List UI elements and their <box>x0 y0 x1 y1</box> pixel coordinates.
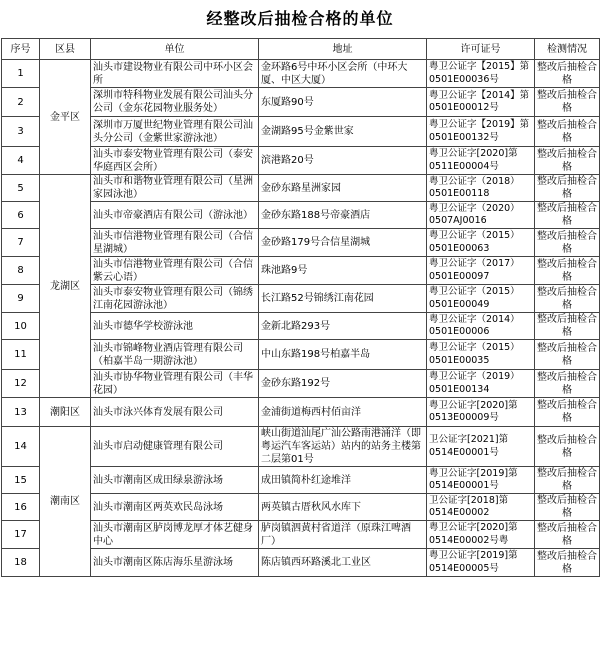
table-header-row <box>2 39 600 60</box>
unit-cell: 汕头市德华学校游泳池 <box>91 313 259 340</box>
row-number: 6 <box>2 202 40 229</box>
row-number: 18 <box>2 549 40 577</box>
unit-cell: 汕头市潮南区两英欢民岛泳场 <box>91 494 259 521</box>
row-number: 11 <box>2 340 40 370</box>
status-cell: 整改后抽检合格 <box>535 202 600 229</box>
table-row <box>2 257 600 285</box>
status-cell: 整改后抽检合格 <box>535 60 600 88</box>
row-number: 16 <box>2 494 40 521</box>
row-number: 1 <box>2 60 40 88</box>
address-cell: 金湖路95号金紫世家 <box>259 117 427 147</box>
table-row <box>2 60 600 88</box>
row-number: 3 <box>2 117 40 147</box>
status-cell: 整改后抽检合格 <box>535 340 600 370</box>
table-row <box>2 370 600 398</box>
table-row <box>2 398 600 427</box>
page-title: 经整改后抽检合格的单位 <box>206 9 394 28</box>
row-number: 10 <box>2 313 40 340</box>
license-cell: 卫公证字[2018]第0514E00002 <box>427 494 535 521</box>
license-cell: 粤卫公证字[2019]第0514E00001号 <box>427 467 535 494</box>
table-row <box>2 427 600 467</box>
district-cell: 潮南区 <box>40 427 91 577</box>
table-row <box>2 467 600 494</box>
header-cell: 检测情况 <box>535 39 600 60</box>
header-cell: 区县 <box>40 39 91 60</box>
row-number: 7 <box>2 229 40 257</box>
unit-cell: 汕头市信港物业管理有限公司（合信紫云心语） <box>91 257 259 285</box>
header-cell: 地址 <box>259 39 427 60</box>
license-cell: 粤卫公证字【2019】第0501E00132号 <box>427 117 535 147</box>
status-cell: 整改后抽检合格 <box>535 467 600 494</box>
address-cell: 峡山街道汕尾广汕公路南港涌洋（即粤运汽车客运站）站内的站务主楼第二层第01号 <box>259 427 427 467</box>
table-row <box>2 88 600 117</box>
address-cell: 金砂东路星洲家园 <box>259 175 427 202</box>
status-cell: 整改后抽检合格 <box>535 370 600 398</box>
address-cell: 金环路6号中环小区会所（中环大厦、中区大厦） <box>259 60 427 88</box>
header-cell: 序号 <box>2 39 40 60</box>
row-number: 13 <box>2 398 40 427</box>
district-cell: 潮阳区 <box>40 398 91 427</box>
status-cell: 整改后抽检合格 <box>535 285 600 313</box>
license-cell: 粤卫公证字（2019）0501E00134 <box>427 370 535 398</box>
table-row <box>2 494 600 521</box>
table-row <box>2 175 600 202</box>
license-cell: 粤卫公证字[2019]第0514E00005号 <box>427 549 535 577</box>
address-cell: 长江路52号锦绣江南花园 <box>259 285 427 313</box>
unit-cell: 汕头市潮南区成田绿泉游泳场 <box>91 467 259 494</box>
address-cell: 成田镇简朴红途堆洋 <box>259 467 427 494</box>
address-cell: 金砂东路192号 <box>259 370 427 398</box>
row-number: 2 <box>2 88 40 117</box>
unit-cell: 汕头市泳兴体育发展有限公司 <box>91 398 259 427</box>
license-cell: 粤卫公证字【2014】第0501E00012号 <box>427 88 535 117</box>
address-cell: 中山东路198号柏嘉半岛 <box>259 340 427 370</box>
status-cell: 整改后抽检合格 <box>535 147 600 175</box>
unit-cell: 汕头市帝豪酒店有限公司（游泳池） <box>91 202 259 229</box>
status-cell: 整改后抽检合格 <box>535 427 600 467</box>
row-number: 5 <box>2 175 40 202</box>
status-cell: 整改后抽检合格 <box>535 549 600 577</box>
status-cell: 整改后抽检合格 <box>535 229 600 257</box>
header-cell: 许可证号 <box>427 39 535 60</box>
address-cell: 珠池路9号 <box>259 257 427 285</box>
address-cell: 金砂东路188号帝豪酒店 <box>259 202 427 229</box>
license-cell: 粤卫公证字（2018）0501E00118 <box>427 175 535 202</box>
unit-cell: 汕头市潮南区胪岗博龙厚才体艺健身中心 <box>91 521 259 549</box>
district-cell: 金平区 <box>40 60 91 175</box>
table-row <box>2 117 600 147</box>
unit-cell: 汕头市协华物业管理有限公司（丰华花园） <box>91 370 259 398</box>
license-cell: 粤卫公证字（2015）0501E00035 <box>427 340 535 370</box>
license-cell: 粤卫公证字（2020）0507AJ0016 <box>427 202 535 229</box>
table-row <box>2 147 600 175</box>
address-cell: 金砂路179号合信星湖城 <box>259 229 427 257</box>
unit-cell: 汕头市泰安物业管理有限公司（锦绣江南花园游泳池） <box>91 285 259 313</box>
address-cell: 两英镇古厝秋风水库下 <box>259 494 427 521</box>
license-cell: 粤卫公证字[2020]第0514E00002号粤 <box>427 521 535 549</box>
address-cell: 滨港路20号 <box>259 147 427 175</box>
unit-cell: 汕头市启动健康管理有限公司 <box>91 427 259 467</box>
table-row <box>2 313 600 340</box>
table-row <box>2 285 600 313</box>
status-cell: 整改后抽检合格 <box>535 313 600 340</box>
table-row <box>2 340 600 370</box>
unit-cell: 深圳市特科物业发展有限公司汕头分公司（金东花园物业服务处） <box>91 88 259 117</box>
license-cell: 粤卫公证字【2015】第0501E00036号 <box>427 60 535 88</box>
header-cell: 单位 <box>91 39 259 60</box>
unit-cell: 汕头市和谐物业管理有限公司（星洲家园泳池） <box>91 175 259 202</box>
unit-cell: 汕头市泰安物业管理有限公司（泰安华庭西区会所） <box>91 147 259 175</box>
row-number: 14 <box>2 427 40 467</box>
address-cell: 胪岗镇泗黄村省道洋（原珠江啤酒厂） <box>259 521 427 549</box>
license-cell: 粤卫公证字（2015）0501E00063 <box>427 229 535 257</box>
license-cell: 粤卫公证字[2020]第0513E00009号 <box>427 398 535 427</box>
license-cell: 粤卫公证字（2017）0501E00097 <box>427 257 535 285</box>
unit-cell: 汕头市信港物业管理有限公司（合信星湖城） <box>91 229 259 257</box>
status-cell: 整改后抽检合格 <box>535 117 600 147</box>
row-number: 12 <box>2 370 40 398</box>
unit-cell: 深圳市万厦世纪物业管理有限公司汕头分公司（金紫世家游泳池） <box>91 117 259 147</box>
status-cell: 整改后抽检合格 <box>535 257 600 285</box>
unit-cell: 汕头市潮南区陈店海乐星游泳场 <box>91 549 259 577</box>
address-cell: 陈店镇西环路溪北工业区 <box>259 549 427 577</box>
table-row <box>2 202 600 229</box>
status-cell: 整改后抽检合格 <box>535 88 600 117</box>
row-number: 9 <box>2 285 40 313</box>
status-cell: 整改后抽检合格 <box>535 494 600 521</box>
status-cell: 整改后抽检合格 <box>535 175 600 202</box>
table-row <box>2 229 600 257</box>
table-row <box>2 549 600 577</box>
license-cell: 粤卫公证字[2020]第0511E00004号 <box>427 147 535 175</box>
row-number: 4 <box>2 147 40 175</box>
table-row <box>2 521 600 549</box>
row-number: 17 <box>2 521 40 549</box>
unit-cell: 汕头市锦峰物业酒店管理有限公司（柏嘉半岛一期游泳池） <box>91 340 259 370</box>
unit-cell: 汕头市建设物业有限公司中环小区会所 <box>91 60 259 88</box>
district-cell: 龙湖区 <box>40 175 91 398</box>
row-number: 8 <box>2 257 40 285</box>
address-cell: 东厦路90号 <box>259 88 427 117</box>
row-number: 15 <box>2 467 40 494</box>
inspection-table <box>1 38 600 577</box>
address-cell: 金浦街道梅西村佰亩洋 <box>259 398 427 427</box>
status-cell: 整改后抽检合格 <box>535 521 600 549</box>
status-cell: 整改后抽检合格 <box>535 398 600 427</box>
license-cell: 粤卫公证字（2015）0501E00049 <box>427 285 535 313</box>
license-cell: 粤卫公证字（2014）0501E00006 <box>427 313 535 340</box>
address-cell: 金新北路293号 <box>259 313 427 340</box>
license-cell: 卫公证字[2021]第0514E00001号 <box>427 427 535 467</box>
